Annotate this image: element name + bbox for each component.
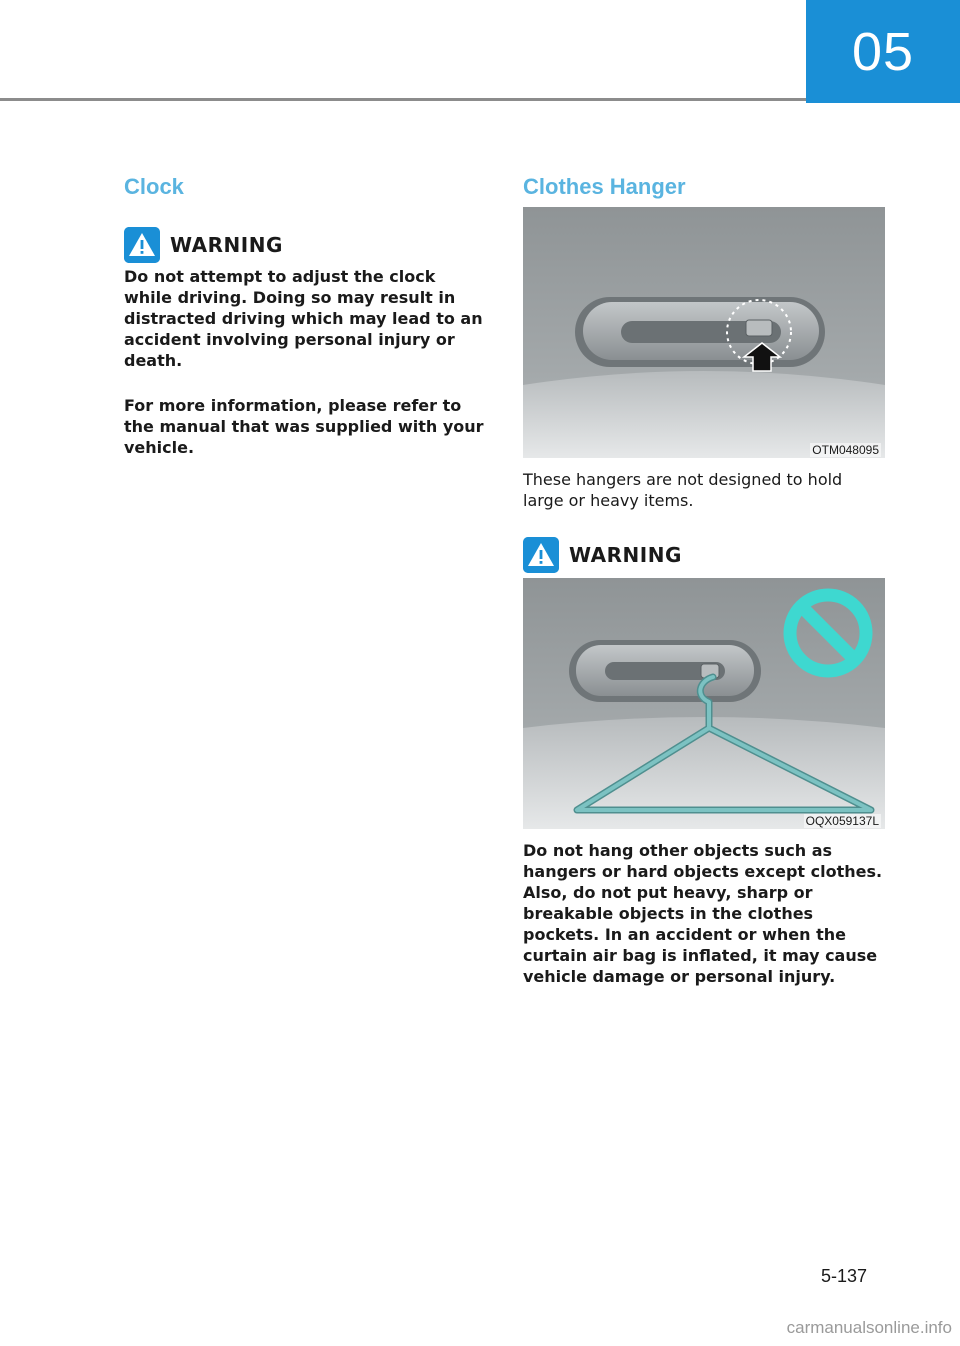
- header-rule: [0, 98, 806, 101]
- warning-label: WARNING: [569, 543, 682, 567]
- clothes-hanger-section-title: Clothes Hanger: [523, 174, 686, 199]
- hanger-misuse-photo: [523, 578, 885, 829]
- chapter-tab: 05: [806, 0, 960, 103]
- clock-section-title: Clock: [124, 174, 184, 199]
- clock-warning-header: [124, 227, 283, 263]
- warning-triangle-icon: [124, 227, 160, 263]
- watermark-text: carmanualsonline.info: [786, 1318, 952, 1337]
- hanger-warning-text: Do not hang other objects such as hangers or hard objects except clothes. Also, do not put heavy, sharp or breakable objects in the clothes pockets. In an accident or when the curtain air bag is inflated, it may cause vehicle damage or personal injury.: [523, 841, 883, 986]
- clock-info-text: For more information, please refer to the manual that was supplied with your vehicle.: [124, 396, 484, 457]
- warning-label: WARNING: [170, 233, 283, 257]
- figure-code: OTM048095: [812, 443, 879, 457]
- clock-warning-text: Do not attempt to adjust the clock while driving. Doing so may result in distracted driving which may lead to an accident involving personal injury or death.: [124, 267, 483, 370]
- clothes-hanger-photo: [523, 207, 885, 458]
- warning-triangle-icon: [523, 537, 559, 573]
- hanger-description: These hangers are not designed to hold large or heavy items.: [523, 470, 843, 510]
- hanger-warning-header: [523, 537, 682, 573]
- figure-code: OQX059137L: [805, 814, 879, 828]
- page-number: 5-137: [820, 1266, 867, 1286]
